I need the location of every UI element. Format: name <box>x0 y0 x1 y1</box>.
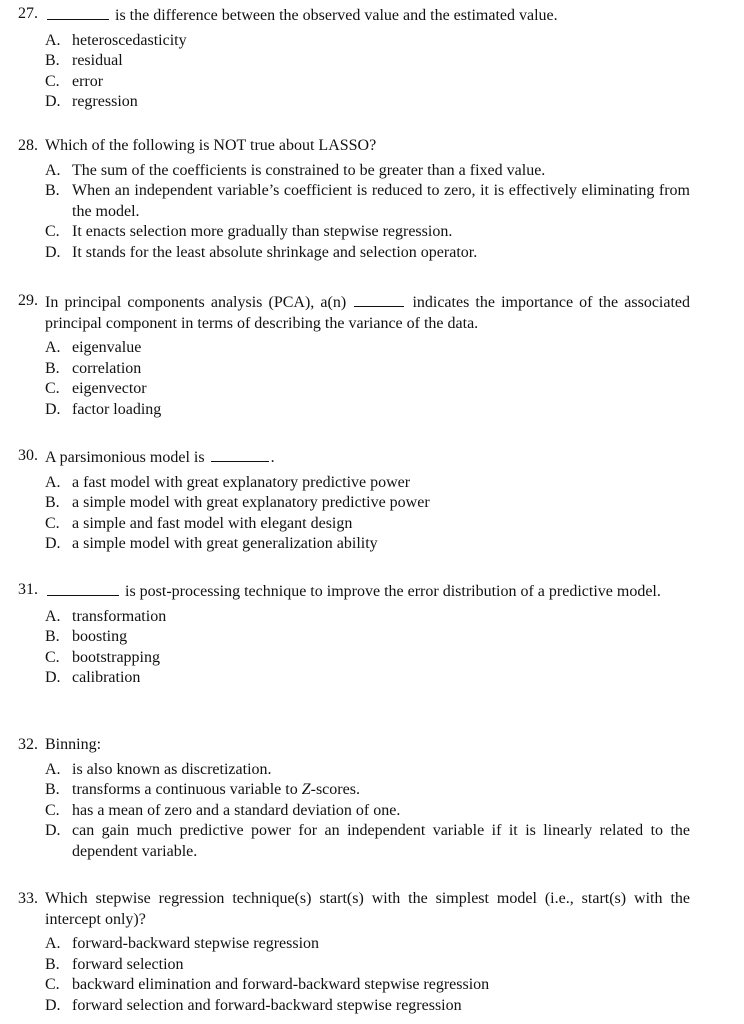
question-number: 32. <box>18 736 38 753</box>
option-a[interactable] <box>18 760 690 781</box>
question-number: 30. <box>18 447 38 464</box>
option-letter: B. <box>45 781 60 798</box>
option-letter: D. <box>45 243 61 261</box>
question-stem <box>18 735 690 756</box>
option-text: a fast model with great explanatory predictive power <box>72 473 411 491</box>
question-stem <box>18 889 690 930</box>
option-a[interactable] <box>18 161 690 182</box>
option-b[interactable] <box>18 955 690 976</box>
option-text: a simple model with great generalization ability <box>72 535 378 552</box>
options-list <box>18 161 690 264</box>
answer-blank <box>47 580 119 596</box>
option-text: regression <box>72 93 138 110</box>
option-text: backward elimination and forward-backward stepwise regression <box>72 976 490 993</box>
option-d[interactable] <box>18 400 690 421</box>
stem-text: is post-processing technique to improve the error distribution of a predictive model. <box>125 583 661 600</box>
question-number: 31. <box>18 581 38 598</box>
option-text: transforms a continuous variable to <box>72 781 302 798</box>
answer-blank <box>354 291 404 307</box>
option-text: factor loading <box>72 400 162 418</box>
option-d[interactable] <box>18 243 690 264</box>
option-text: eigenvalue <box>72 339 142 356</box>
option-letter: D. <box>45 822 61 839</box>
option-c[interactable] <box>18 514 690 535</box>
option-c[interactable] <box>18 222 690 243</box>
stem-text-before: A parsimonious model is <box>45 449 205 466</box>
option-a[interactable] <box>18 473 690 494</box>
option-a[interactable] <box>18 338 690 359</box>
option-b[interactable] <box>18 359 690 380</box>
option-letter: C. <box>45 976 60 993</box>
answer-blank <box>47 4 109 20</box>
option-b[interactable] <box>18 51 690 72</box>
question-number: 28. <box>18 137 38 154</box>
option-letter: D. <box>45 400 61 418</box>
question-stem <box>18 446 690 469</box>
options-list <box>18 338 690 420</box>
option-text: a simple and fast model with elegant design <box>72 514 353 532</box>
option-c[interactable] <box>18 975 690 996</box>
option-letter: B. <box>45 52 60 69</box>
stem-text: Binning: <box>45 736 102 753</box>
option-text-italic: Z <box>301 781 311 798</box>
option-text: residual <box>72 52 123 69</box>
option-letter: C. <box>45 380 60 397</box>
option-letter: B. <box>45 628 60 645</box>
question-31 <box>18 580 690 689</box>
option-d[interactable] <box>18 92 690 113</box>
question-stem <box>18 580 690 603</box>
option-text: forward selection <box>72 955 184 973</box>
question-33 <box>18 889 690 1016</box>
option-c[interactable] <box>18 648 690 669</box>
option-c[interactable] <box>18 72 690 93</box>
option-text: has a mean of zero and a standard deviation of one. <box>72 801 401 819</box>
stem-text-after: indicates the importance of the associated principal component in terms of describing the variance of the data. <box>45 294 691 332</box>
question-29 <box>18 291 690 420</box>
option-b[interactable] <box>18 181 690 222</box>
option-d[interactable] <box>18 668 690 689</box>
stem-text-before: In principal components analysis (PCA), a(n) <box>45 294 347 311</box>
stem-text: is the difference between the observed value and the estimated value. <box>115 7 558 24</box>
option-letter: A. <box>45 607 61 625</box>
option-text: error <box>72 72 104 90</box>
options-list <box>18 473 690 555</box>
option-b[interactable] <box>18 493 690 514</box>
option-text: heteroscedasticity <box>72 31 187 49</box>
stem-text: Which stepwise regression technique(s) start(s) with the simplest model (i.e., start(s) with the intercept only)? <box>45 890 690 928</box>
options-list <box>18 31 690 113</box>
option-letter: B. <box>45 182 60 199</box>
question-32 <box>18 735 690 862</box>
stem-text: Which of the following is NOT true about LASSO? <box>45 137 377 154</box>
option-c[interactable] <box>18 801 690 822</box>
option-letter: D. <box>45 93 61 110</box>
option-text: calibration <box>72 669 141 686</box>
option-letter: C. <box>45 648 60 666</box>
question-stem <box>18 4 690 27</box>
question-30 <box>18 446 690 555</box>
question-number: 29. <box>18 292 38 309</box>
option-letter: B. <box>45 494 60 511</box>
option-letter: C. <box>45 223 60 240</box>
option-text: The sum of the coefficients is constrained to be greater than a fixed value. <box>72 161 546 179</box>
option-b[interactable] <box>18 780 690 801</box>
option-letter: A. <box>45 935 61 952</box>
options-list <box>18 760 690 863</box>
option-d[interactable] <box>18 996 690 1017</box>
question-stem <box>18 291 690 334</box>
option-text: It enacts selection more gradually than stepwise regression. <box>72 223 453 240</box>
option-letter: D. <box>45 669 61 686</box>
option-text: can gain much predictive power for an independent variable if it is linearly related to the dependent variable. <box>72 822 690 860</box>
option-letter: A. <box>45 339 61 356</box>
option-text: a simple model with great explanatory predictive power <box>72 494 430 511</box>
option-b[interactable] <box>18 627 690 648</box>
option-text: forward-backward stepwise regression <box>72 935 320 952</box>
option-a[interactable] <box>18 31 690 52</box>
option-text: correlation <box>72 359 142 377</box>
option-letter: C. <box>45 514 60 532</box>
option-letter: B. <box>45 359 60 377</box>
question-number: 33. <box>18 890 38 907</box>
option-letter: A. <box>45 473 61 491</box>
option-text: forward selection and forward-backward stepwise regression <box>72 996 462 1014</box>
option-a[interactable] <box>18 934 690 955</box>
option-d[interactable] <box>18 821 690 862</box>
option-text: When an independent variable’s coefficient is reduced to zero, it is effectively eliminating from the model. <box>72 182 690 220</box>
option-letter: D. <box>45 996 61 1014</box>
option-letter: D. <box>45 535 61 552</box>
option-letter: A. <box>45 31 61 49</box>
option-text-end: -scores. <box>310 781 360 798</box>
option-letter: A. <box>45 161 61 179</box>
options-list <box>18 934 690 1016</box>
options-list <box>18 607 690 689</box>
answer-blank <box>211 446 269 462</box>
option-letter: B. <box>45 955 60 973</box>
option-letter: A. <box>45 760 61 778</box>
stem-text-after: . <box>270 449 275 466</box>
question-stem <box>18 136 690 157</box>
option-a[interactable] <box>18 607 690 628</box>
question-28 <box>18 136 690 263</box>
option-text: transformation <box>72 607 167 625</box>
question-number: 27. <box>18 5 38 22</box>
option-text: boosting <box>72 628 128 645</box>
option-letter: C. <box>45 801 60 819</box>
option-text: is also known as discretization. <box>72 760 272 778</box>
option-c[interactable] <box>18 379 690 400</box>
option-text: It stands for the least absolute shrinkage and selection operator. <box>72 243 478 261</box>
option-text: eigenvector <box>72 380 147 397</box>
option-d[interactable] <box>18 534 690 555</box>
option-text: bootstrapping <box>72 648 160 666</box>
question-27 <box>18 4 690 113</box>
option-letter: C. <box>45 72 60 90</box>
